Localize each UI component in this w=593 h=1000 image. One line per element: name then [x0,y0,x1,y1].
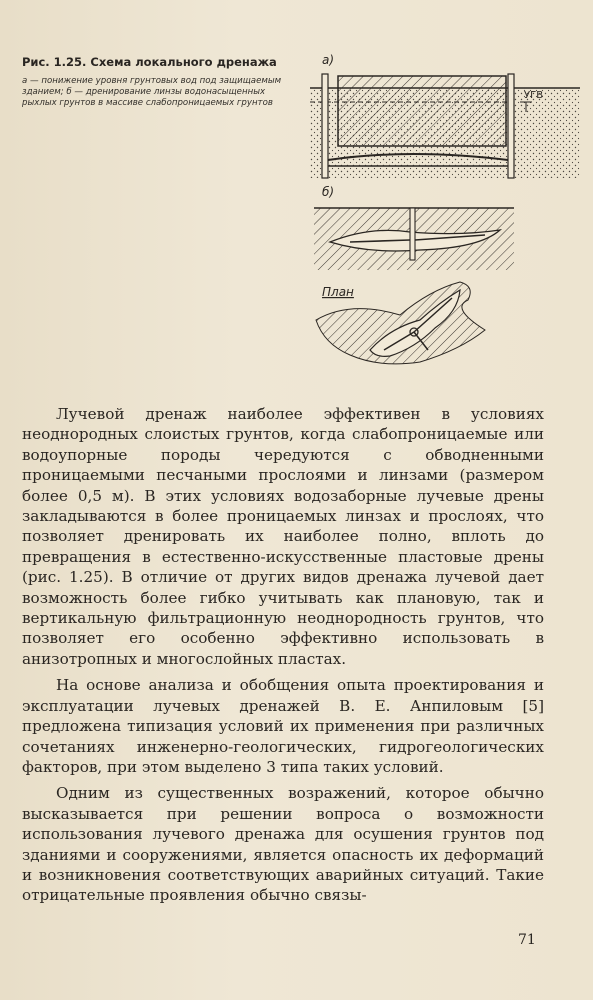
figure-caption [22,55,290,109]
diagram-b-label: б) [322,185,335,199]
drain-well-b [410,208,415,260]
protected-building [338,76,506,146]
main-text [22,404,544,912]
diagram-a-label: а) [322,53,335,67]
plan-label: План [322,285,354,299]
figure-caption-title: Рис. 1.25. Схема локального дренажа [22,55,277,69]
page-number: 71 [518,932,536,948]
diagram-a [310,53,580,178]
paragraph-2: На основе анализа и обобщения опыта проектирования и эксплуатации лучевых дренажей В. Е. Анпиловым [5] предложена типизация условий их применения при различных сочетаниях инженерно-геологических, гидрогеологических факторов, при этом выделено 3 типа таких условий. [22,676,544,776]
drainage-figure [310,50,580,380]
paragraph-1: Лучевой дренаж наиболее эффективен в условиях неоднородных слоистых грунтов, когда слабопроницаемые или водоупорные породы чередуются с обводненными проницаемыми песчаными прослоями и линзами (размером более 0,5 м). В этих условиях водозаборные лучевые дрены закладываются в более проницаемых линзах и прослоях, что позволяет дренировать их наиболее полно, вплоть до превращения в естественно-искусственные пластовые дрены (рис. 1.25). В отличие от других видов дренажа лучевой дает возможность более гибко учитывать как плановую, так и вертикальную фильтрационную неоднородность грунтов, что позволяет его особенно эффективно использовать в анизотропных и многослойных пластах. [22,405,544,668]
drainage-diagram [310,50,580,380]
diagram-b [314,185,514,270]
well-left [322,74,328,178]
well-right [508,74,514,178]
ugv-label: УГВ [524,90,544,101]
plan-view [316,282,485,364]
figure-caption-description: а — понижение уровня грунтовых вод под защищаемым зданием; б — дренирование линзы водонасыщенных рыхлых грунтов в массиве слабопроницаемых грунтов [22,76,282,108]
paragraph-3: Одним из существенных возражений, которое обычно высказывается при решении вопроса о возможности использования лучевого дренажа для осушения грунтов под зданиями и сооружениями, является опасность их деформаций и возникновения соответствующих аварийных ситуаций. Такие отрицательные проявления обычно связы- [22,784,544,905]
